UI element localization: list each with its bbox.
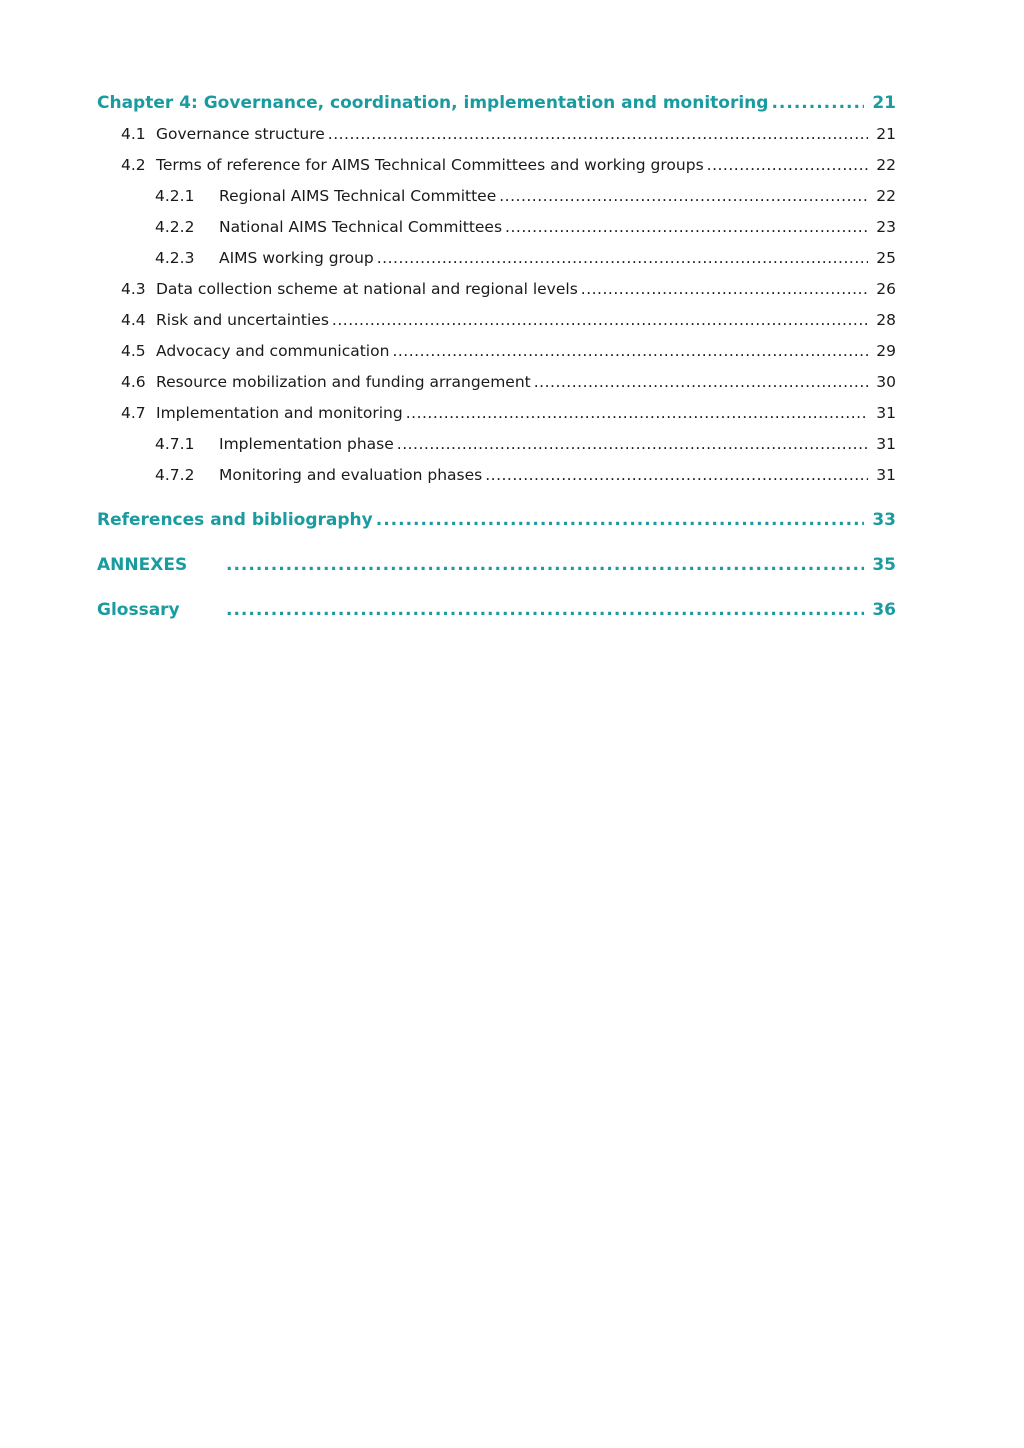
dot-leader xyxy=(376,505,865,536)
toc-entry-number: 4.1 xyxy=(121,125,146,143)
toc-entry-number: 4.3 xyxy=(121,280,146,298)
toc-entry-title: Monitoring and evaluation phases xyxy=(219,466,483,484)
toc-entry-title: Chapter 4: Governance, coordination, implementation and monitoring xyxy=(97,93,769,113)
spacer xyxy=(97,491,896,505)
toc-entry-page: 26 xyxy=(876,280,896,298)
toc-entry-number: 4.6 xyxy=(121,373,146,391)
toc-entry-page: 31 xyxy=(876,435,896,453)
toc-entry-page: 36 xyxy=(872,600,896,620)
toc-entry-page: 31 xyxy=(876,404,896,422)
toc-entry-4-7-2[interactable] xyxy=(97,460,896,491)
toc-entry-4-4[interactable] xyxy=(97,305,896,336)
toc-entry-number: 4.2 xyxy=(121,156,146,174)
toc-entry-title: References and bibliography xyxy=(97,510,373,530)
toc-entry-title: Risk and uncertainties xyxy=(156,311,329,329)
dot-leader xyxy=(328,119,868,150)
toc-entry-page: 33 xyxy=(872,510,896,530)
toc-entry-chapter-4[interactable] xyxy=(97,88,896,119)
dot-leader xyxy=(332,305,868,336)
toc-entry-number: 4.7.2 xyxy=(155,466,195,484)
toc-entry-page: 25 xyxy=(876,249,896,267)
toc-entry-4-7[interactable] xyxy=(97,398,896,429)
toc-entry-4-2-1[interactable] xyxy=(97,181,896,212)
toc-entry-title: Implementation and monitoring xyxy=(156,404,403,422)
toc-entry-title: ANNEXES xyxy=(97,555,188,575)
toc-entry-number: 4.2.1 xyxy=(155,187,195,205)
toc-entry-title: Resource mobilization and funding arrangement xyxy=(156,373,531,391)
dot-leader xyxy=(406,398,869,429)
toc-entry-title: Glossary xyxy=(97,600,180,620)
toc-entry-4-2-3[interactable] xyxy=(97,243,896,274)
spacer xyxy=(97,581,896,595)
toc-entry-number: 4.2.2 xyxy=(155,218,195,236)
toc-entry-page: 23 xyxy=(876,218,896,236)
toc-entry-number: 4.4 xyxy=(121,311,146,329)
dot-leader xyxy=(771,88,864,119)
toc-entry-page: 35 xyxy=(872,555,896,575)
toc-entry-number: 4.5 xyxy=(121,342,146,360)
toc-entry-title: Advocacy and communication xyxy=(156,342,390,360)
dot-leader xyxy=(226,595,864,626)
dot-leader xyxy=(534,367,869,398)
dot-leader xyxy=(392,336,868,367)
toc-entry-4-5[interactable] xyxy=(97,336,896,367)
toc-entry-title: Terms of reference for AIMS Technical Committees and working groups xyxy=(156,156,704,174)
toc-entry-4-3[interactable] xyxy=(97,274,896,305)
spacer xyxy=(97,536,896,550)
toc-entry-page: 31 xyxy=(876,466,896,484)
dot-leader xyxy=(505,212,868,243)
toc-entry-glossary[interactable] xyxy=(97,595,896,626)
dot-leader xyxy=(485,460,868,491)
toc-entry-page: 30 xyxy=(876,373,896,391)
toc-entry-title: Regional AIMS Technical Committee xyxy=(219,187,497,205)
toc-entry-4-2[interactable] xyxy=(97,150,896,181)
toc-entry-page: 22 xyxy=(876,156,896,174)
toc-entry-title: Governance structure xyxy=(156,125,325,143)
dot-leader xyxy=(397,429,868,460)
toc-entry-page: 29 xyxy=(876,342,896,360)
toc-entry-references[interactable] xyxy=(97,505,896,536)
toc-entry-page: 21 xyxy=(876,125,896,143)
dot-leader xyxy=(707,150,869,181)
toc-entry-number: 4.7.1 xyxy=(155,435,195,453)
toc-entry-number: 4.7 xyxy=(121,404,146,422)
toc-entry-title: National AIMS Technical Committees xyxy=(219,218,503,236)
toc-entry-4-6[interactable] xyxy=(97,367,896,398)
toc-entry-4-2-2[interactable] xyxy=(97,212,896,243)
dot-leader xyxy=(581,274,868,305)
dot-leader xyxy=(499,181,868,212)
dot-leader xyxy=(226,550,864,581)
toc-entry-page: 28 xyxy=(876,311,896,329)
toc-entry-number: 4.2.3 xyxy=(155,249,195,267)
toc-entry-title: Data collection scheme at national and regional levels xyxy=(156,280,578,298)
toc-entry-4-7-1[interactable] xyxy=(97,429,896,460)
toc-entry-page: 22 xyxy=(876,187,896,205)
toc-entry-4-1[interactable] xyxy=(97,119,896,150)
table-of-contents xyxy=(97,88,896,626)
toc-entry-title: AIMS working group xyxy=(219,249,374,267)
toc-entry-annexes[interactable] xyxy=(97,550,896,581)
toc-entry-page: 21 xyxy=(872,93,896,113)
dot-leader xyxy=(377,243,869,274)
toc-entry-title: Implementation phase xyxy=(219,435,394,453)
